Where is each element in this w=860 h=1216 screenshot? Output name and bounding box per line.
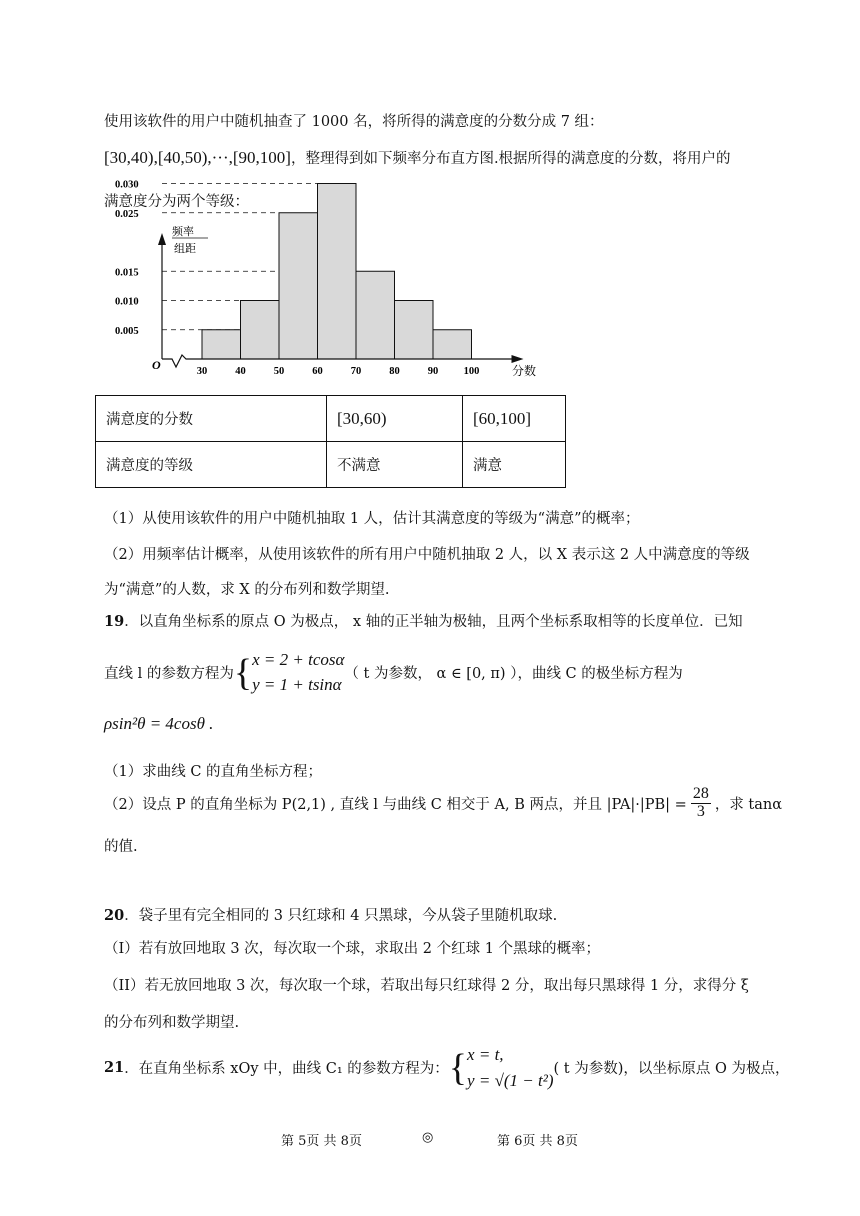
intro-line-2 (104, 147, 731, 168)
q21-post: ( t 为参数)，以坐标原点 O 为极点， (553, 1061, 790, 1077)
histogram-bar (279, 213, 318, 359)
x-tick-label: 90 (427, 366, 439, 377)
parametric-system (252, 648, 344, 697)
y-tick-label: 0.010 (115, 296, 139, 308)
histogram-bar (318, 184, 357, 360)
intro-line-3: 满意度分为两个等级： (104, 194, 249, 210)
x-axis-label: 分数 (512, 364, 537, 378)
question-number: 21 (104, 1059, 125, 1076)
q20-part-2-end: 的分布列和数学期望. (104, 1015, 240, 1031)
q21-pre: ．在直角坐标系 xOy 中，曲线 C₁ 的参数方程为： (124, 1061, 449, 1077)
histogram-bar (202, 330, 241, 359)
histogram-bar (241, 301, 280, 360)
histogram-bar (395, 301, 434, 360)
q19-line-2-pre: 直线 l 的参数方程为 (104, 666, 234, 683)
interval-notation: [30,40),[40,50),···,[90,100] (104, 148, 291, 167)
equation-x: x = 2 + tcosα (252, 650, 345, 669)
footer-page-right: 第 6页 共 8页 (497, 1134, 578, 1149)
equation-x: x = t, (467, 1045, 504, 1064)
table-cell: 满意 (463, 442, 566, 488)
q21-line-1 (104, 1042, 789, 1093)
brace: { (233, 651, 253, 694)
q19-part-1: （1）求曲线 C 的直角坐标方程； (104, 764, 323, 780)
q20-line-1 (104, 904, 557, 925)
origin-label: O (152, 358, 161, 372)
table-row (96, 442, 566, 488)
brace: { (448, 1046, 468, 1089)
x-tick-label: 50 (273, 366, 285, 377)
table-cell: 满意度的分数 (96, 396, 327, 442)
q19-line-2-post: （ t 为参数， α ∈ [0, π) ），曲线 C 的极坐标方程为 (344, 666, 683, 683)
x-tick-label: 60 (312, 366, 323, 377)
q19-line-1 (104, 610, 743, 631)
x-tick-label: 70 (350, 366, 362, 377)
q19-part-2-pre: （2）设点 P 的直角坐标为 P(2,1) , 直线 l 与曲线 C 相交于 A, B 两点，并且 |PA|·|PB| = (104, 796, 687, 813)
q19-text: ．以直角坐标系的原点 O 为极点， x 轴的正半轴为极轴，且两个坐标系取相等的长度单位．已知 (124, 614, 743, 630)
equation-y: y = √(1 − t²) (467, 1070, 554, 1090)
parametric-system (467, 1042, 553, 1093)
q19-line-2 (104, 648, 683, 697)
y-tick-label: 0.025 (115, 208, 139, 220)
satisfaction-grade-table (95, 395, 566, 488)
q20-part-2: （II）若无放回地取 3 次，每次取一个球，若取出每只红球得 2 分，取出每只黑球得 1 分，求得分 ξ (104, 978, 749, 994)
q20-text: ．袋子里有完全相同的 3 只红球和 4 只黑球，今从袋子里随机取球. (124, 908, 558, 924)
fraction-denominator: 3 (696, 802, 705, 820)
y-tick-label: 0.030 (115, 179, 139, 191)
y-axis-arrow (158, 233, 166, 245)
question-number: 20 (104, 907, 125, 924)
q18-part-2-line-1: （2）用频率估计概率，从使用该软件的所有用户中随机抽取 2 人，以 X 表示这 2 人中满意度的等级 (104, 547, 750, 563)
x-tick-label: 80 (389, 366, 400, 377)
table-cell: [60,100] (463, 396, 566, 442)
intro-line-2-text: ，整理得到如下频率分布直方图.根据所得的满意度的分数，将用户的 (290, 151, 731, 167)
table-cell: 不满意 (327, 442, 463, 488)
footer-page-left: 第 5页 共 8页 (281, 1134, 362, 1149)
y-axis-label-top: 频率 (172, 225, 194, 238)
y-tick-label: 0.005 (115, 325, 139, 337)
q18-part-2-line-2: 为“满意”的人数，求 X 的分布列和数学期望. (104, 582, 390, 598)
x-axis-arrow (512, 355, 524, 363)
x-tick-label: 100 (463, 366, 480, 377)
q18-part-1: （1）从使用该软件的用户中随机抽取 1 人，估计其满意度的等级为“满意”的概率； (104, 511, 640, 527)
polar-equation-text: ρsin²θ = 4cosθ . (104, 714, 214, 733)
equation-y: y = 1 + tsinα (252, 674, 342, 694)
histogram-bar (433, 330, 472, 359)
q19-part-2-end: 的值. (104, 839, 138, 855)
fraction (691, 786, 711, 821)
y-tick-label: 0.015 (115, 267, 139, 279)
x-tick-label: 30 (196, 366, 208, 377)
x-tick-label: 40 (235, 366, 246, 377)
footer-separator: ◎ (422, 1130, 434, 1145)
polar-equation (104, 714, 213, 734)
table-row (96, 396, 566, 442)
q19-part-2 (104, 786, 782, 821)
table-cell: [30,60) (327, 396, 463, 442)
histogram-bar (356, 271, 395, 359)
q20-part-1: （I）若有放回地取 3 次，每次取一个球，求取出 2 个红球 1 个黑球的概率； (104, 941, 601, 957)
fraction-numerator: 28 (692, 785, 709, 802)
y-axis-label-bottom: 组距 (174, 242, 196, 255)
table-cell: 满意度的等级 (96, 442, 327, 488)
intro-line-1: 使用该软件的用户中随机抽查了 1000 名，将所得的满意度的分数分成 7 组： (104, 114, 604, 130)
q19-part-2-post: ，求 tanα (714, 796, 783, 813)
question-number: 19 (104, 613, 125, 630)
